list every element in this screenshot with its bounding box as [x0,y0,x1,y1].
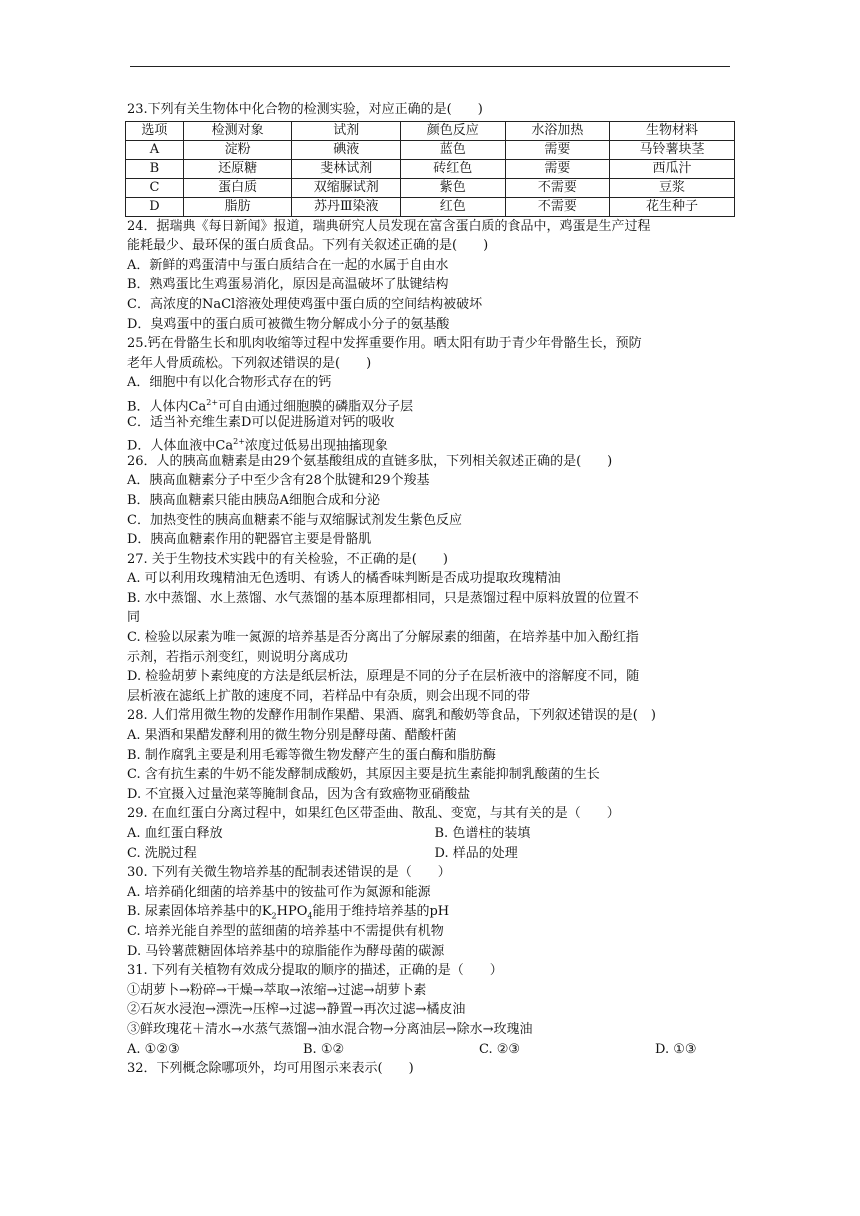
q31-option-a: A. ①②③ [127,1041,180,1057]
q29-option-c: C. 洗脱过程 [127,845,197,861]
table-cell: C [126,178,184,197]
q30-option-d: D. 马铃薯蔗糖固体培养基中的琼脂能作为酵母菌的碳源 [127,943,445,959]
table-cell: 苏丹Ⅲ染液 [292,197,401,216]
table-cell: D [126,197,184,216]
table-cell: 不需要 [505,178,610,197]
table-header-row [126,121,735,140]
table-header-cell: 选项 [126,121,184,140]
q24-stem-line1: 24．据瑞典《每日新闻》报道，瑞典研究人员发现在富含蛋白质的食品中，鸡蛋是生产过程 [127,218,651,234]
table-header-cell: 生物材料 [610,121,735,140]
table-cell: 砖红色 [401,159,506,178]
q24-option-b: B．熟鸡蛋比生鸡蛋易消化，原因是高温破坏了肽键结构 [127,277,449,293]
q29-options-row1 [127,824,742,844]
q31-stem: 31. 下列有关植物有效成分提取的顺序的描述，正确的是（ ） [127,963,503,979]
q29-option-a: A. 血红蛋白释放 [127,826,223,841]
q27-stem: 27. 关于生物技术实践中的有关检验，不正确的是( ) [127,551,448,567]
q25-option-c: C．适当补充维生素D可以促进肠道对钙的吸收 [127,414,395,430]
table-header-cell: 检测对象 [183,121,292,140]
q25-option-b-pre: B．人体内Ca [127,399,207,415]
q28-option-b: B. 制作腐乳主要是利用毛霉等微生物发酵产生的蛋白酶和脂肪酶 [127,747,496,763]
table-cell: 西瓜汁 [610,159,735,178]
table-cell: 斐林试剂 [292,159,401,178]
q26-option-c: C．加热变性的胰高血糖素不能与双缩脲试剂发生紫色反应 [127,512,462,528]
q24-option-d: D．臭鸡蛋中的蛋白质可被微生物分解成小分子的氨基酸 [127,316,450,332]
exam-page [127,100,742,1079]
table-cell: 不需要 [505,197,610,216]
q31-item-1: ①胡萝卜→粉碎→干燥→萃取→浓缩→过滤→胡萝卜素 [127,982,427,998]
q26-stem: 26．人的胰高血糖素是由29个氨基酸组成的直链多肽，下列相关叙述正确的是( ) [127,453,613,469]
table-row [126,159,735,178]
q25-option-b-sup: 2+ [206,397,219,407]
table-row [126,197,735,216]
q29-options-row2 [127,844,742,864]
q26-option-a: A．胰高血糖素分子中至少含有28个肽键和29个羧基 [127,473,430,489]
q30-option-b-pre: B. 尿素固体培养基中的K [127,904,272,920]
q29-stem: 29. 在血红蛋白分离过程中，如果红色区带歪曲、散乱、变宽，与其有关的是（ ） [127,806,620,822]
q30-option-b-sub2: 4 [307,911,313,921]
q31-options-row [127,1040,742,1060]
table-cell: B [126,159,184,178]
table-header-cell: 颜色反应 [401,121,506,140]
q31-item-2: ②石灰水浸泡→漂洗→压榨→过滤→静置→再次过滤→橘皮油 [127,1002,466,1018]
table-cell: A [126,140,184,159]
q29-option-d: D. 样品的处理 [434,845,518,861]
q27-option-d-line1: D. 检验胡萝卜素纯度的方法是纸层析法，原理是不同的分子在层析液中的溶解度不同，随 [127,669,640,685]
q24-stem-line2: 能耗最少、最环保的蛋白质食品。下列有关叙述正确的是( ) [127,238,489,254]
table-cell: 还原糖 [183,159,292,178]
table-cell: 需要 [505,159,610,178]
q30-option-a: A. 培养硝化细菌的培养基中的铵盐可作为氮源和能源 [127,884,431,900]
q26-option-d: D．胰高血糖素作用的靶器官主要是骨骼肌 [127,532,372,548]
table-cell: 豆浆 [610,178,735,197]
q25-stem-line2: 老年人骨质疏松。下列叙述错误的是( ) [127,355,372,371]
q27-option-c-line2: 示剂，若指示剂变红，则说明分离成功 [127,649,349,665]
q25-option-a: A．细胞中有以化合物形式存在的钙 [127,375,332,391]
q28-option-a: A. 果酒和果醋发酵利用的微生物分别是酵母菌、醋酸杆菌 [127,728,457,744]
table-cell: 需要 [505,140,610,159]
q31-option-b: B. ①② [303,1041,345,1057]
table-cell: 紫色 [401,178,506,197]
table-cell: 红色 [401,197,506,216]
q27-option-a: A. 可以利用玫瑰精油无色透明、有诱人的橘香味判断是否成功提取玫瑰精油 [127,571,561,587]
table-cell: 蛋白质 [183,178,292,197]
table-cell: 双缩脲试剂 [292,178,401,197]
q28-stem: 28. 人们常用微生物的发酵作用制作果醋、果酒、腐乳和酸奶等食品，下列叙述错误的是( ) [127,708,656,724]
q24-option-c: C．高浓度的NaCl溶液处理使鸡蛋中蛋白质的空间结构被破坏 [127,296,483,312]
q24-option-a: A．新鲜的鸡蛋清中与蛋白质结合在一起的水属于自由水 [127,257,449,273]
table-cell: 淀粉 [183,140,292,159]
q23-table [125,121,735,217]
q30-option-b-post: 能用于维持培养基的pH [312,904,450,920]
q31-item-3: ③鲜玫瑰花＋清水→水蒸气蒸馏→油水混合物→分离油层→除水→玫瑰油 [127,1021,533,1037]
q30-option-c: C. 培养光能自养型的蓝细菌的培养基中不需提供有机物 [127,923,444,939]
table-cell: 碘液 [292,140,401,159]
q25-stem-line1: 25.钙在骨骼生长和肌肉收缩等过程中发挥重要作用。晒太阳有助于青少年骨骼生长，预防 [127,336,642,352]
q25-option-d [127,432,742,452]
header-rule [130,66,730,67]
table-cell: 脂肪 [183,197,292,216]
q25-option-d-post: 浓度过低易出现抽搐现象 [244,438,388,454]
q28-option-c: C. 含有抗生素的牛奶不能发酵制成酸奶，其原因主要是抗生素能抑制乳酸菌的生长 [127,767,600,783]
q30-option-b-mid: HPO [276,904,308,920]
q30-stem: 30. 下列有关微生物培养基的配制表述错误的是（ ） [127,865,451,881]
q31-option-d: D. ①③ [655,1041,697,1057]
q25-option-b [127,393,742,413]
table-row [126,178,735,197]
q29-option-b: B. 色谱柱的装填 [434,826,531,841]
q25-option-d-sup: 2+ [233,437,245,447]
q27-option-d-line2: 层析液在滤纸上扩散的速度不同，若样品中有杂质，则会出现不同的带 [127,688,531,704]
table-header-cell: 水浴加热 [505,121,610,140]
q30-option-b [127,902,742,922]
q25-option-d-pre: D．人体血液中Ca [127,438,234,454]
table-cell: 蓝色 [401,140,506,159]
table-cell: 马铃薯块茎 [610,140,735,159]
q27-option-c-line1: C. 检验以尿素为唯一氮源的培养基是否分离出了分解尿素的细菌，在培养基中加入酚红指 [127,630,639,646]
table-cell: 花生种子 [610,197,735,216]
q26-option-b: B．胰高血糖素只能由胰岛A细胞合成和分泌 [127,492,380,508]
q30-option-b-sub1: 2 [271,911,277,921]
table-header-cell: 试剂 [292,121,401,140]
table-row [126,140,735,159]
q32-stem: 32．下列概念除哪项外，均可用图示来表示( ) [127,1061,414,1077]
q28-option-d: D. 不宜摄入过量泡菜等腌制食品，因为含有致癌物亚硝酸盐 [127,786,471,802]
q23-stem: 23.下列有关生物体中化合物的检测实验，对应正确的是( ) [127,102,483,117]
q25-option-b-post: 可自由通过细胞膜的磷脂双分子层 [218,399,414,415]
q27-option-b-line2: 同 [127,610,141,626]
q31-option-c: C. ②③ [479,1041,521,1057]
q27-option-b-line1: B. 水中蒸馏、水上蒸馏、水气蒸馏的基本原理都相同，只是蒸馏过程中原料放置的位置不 [127,590,639,606]
